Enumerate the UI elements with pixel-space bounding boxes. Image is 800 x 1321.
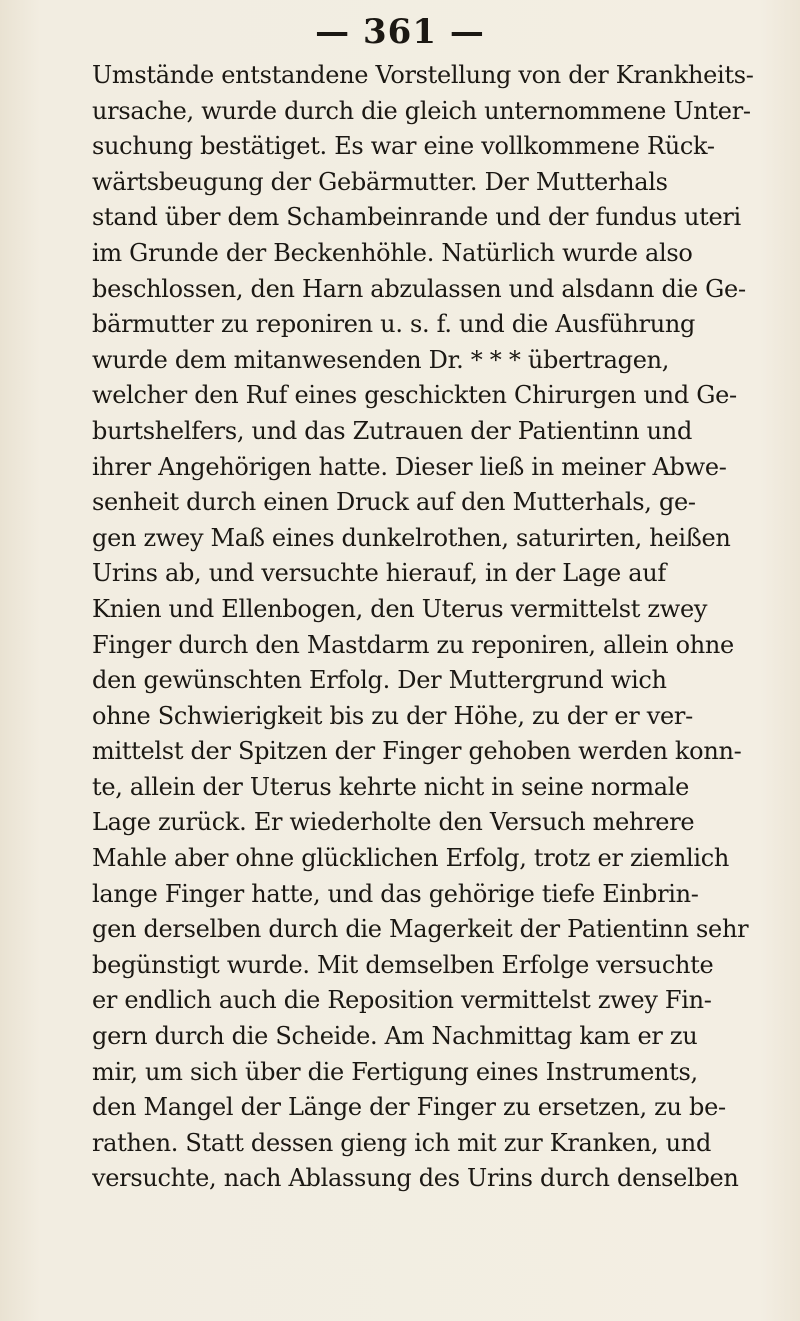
text-line: gen derselben durch die Magerkeit der Patientinn sehr (92, 915, 749, 944)
text-line: rathen. Statt dessen gieng ich mit zur Kranken, und (92, 1128, 712, 1157)
text-line: ohne Schwierigkeit bis zu der Höhe, zu der er ver- (92, 701, 693, 730)
text-line: Umstände entstandene Vorstellung von der Krankheits- (92, 61, 754, 89)
text-line: senheit durch einen Druck auf den Mutterhals, ge- (92, 488, 696, 517)
text-line: gern durch die Scheide. Am Nachmittag kam er zu (92, 1022, 698, 1051)
text-line: beschlossen, den Harn abzulassen und alsdann die Ge- (92, 274, 746, 303)
text-line: mir, um sich über die Fertigung eines Instruments, (92, 1057, 698, 1086)
text-line: ihrer Angehörigen hatte. Dieser ließ in meiner Abwe- (92, 452, 727, 481)
text-line: versuchte, nach Ablassung des Urins durch denselben (92, 1164, 739, 1193)
text-line: Urins ab, und versuchte hierauf, in der Lage auf (92, 559, 666, 588)
text-line: Knien und Ellenbogen, den Uterus vermittelst zwey (92, 594, 708, 623)
text-line: burtshelfers, und das Zutrauen der Patientinn und (92, 416, 693, 445)
text-line: welcher den Ruf eines geschickten Chirurgen und Ge- (92, 381, 737, 410)
text-line: er endlich auch die Reposition vermittelst zwey Fin- (92, 986, 712, 1015)
text-line: te, allein der Uterus kehrte nicht in seine normale (92, 772, 690, 801)
text-line: im Grunde der Beckenhöhle. Natürlich wurde also (92, 238, 693, 267)
text-line: den gewünschten Erfolg. Der Muttergrund wich (92, 666, 667, 695)
page-number-header: — 361 — (315, 12, 485, 52)
text-line: gen zwey Maß eines dunkelrothen, saturirten, heißen (92, 523, 731, 552)
text-line: wärtsbeugung der Gebärmutter. Der Mutterhals (92, 167, 668, 196)
text-line: Lage zurück. Er wiederholte den Versuch mehrere (92, 808, 695, 837)
text-line: den Mangel der Länge der Finger zu ersetzen, zu be- (92, 1093, 726, 1122)
text-line: begünstigt wurde. Mit demselben Erfolge versuchte (92, 950, 714, 979)
text-line: Finger durch den Mastdarm zu reponiren, allein ohne (92, 630, 734, 659)
text-line: suchung bestätiget. Es war eine vollkommene Rück- (92, 132, 715, 161)
text-line: ursache, wurde durch die gleich unternommene Unter- (92, 96, 751, 125)
text-line: stand über dem Schambeinrande und der fundus uteri (92, 203, 741, 232)
text-line: lange Finger hatte, und das gehörige tiefe Einbrin- (92, 879, 699, 908)
text-line: bärmutter zu reponiren u. s. f. und die Ausführung (92, 310, 696, 339)
text-line: Mahle aber ohne glücklichen Erfolg, trotz er ziemlich (92, 844, 730, 873)
text-line: mittelst der Spitzen der Finger gehoben werden konn- (92, 737, 742, 766)
text-line: wurde dem mitanwesenden Dr. * * * übertragen, (92, 345, 670, 374)
body-text (92, 58, 782, 1197)
